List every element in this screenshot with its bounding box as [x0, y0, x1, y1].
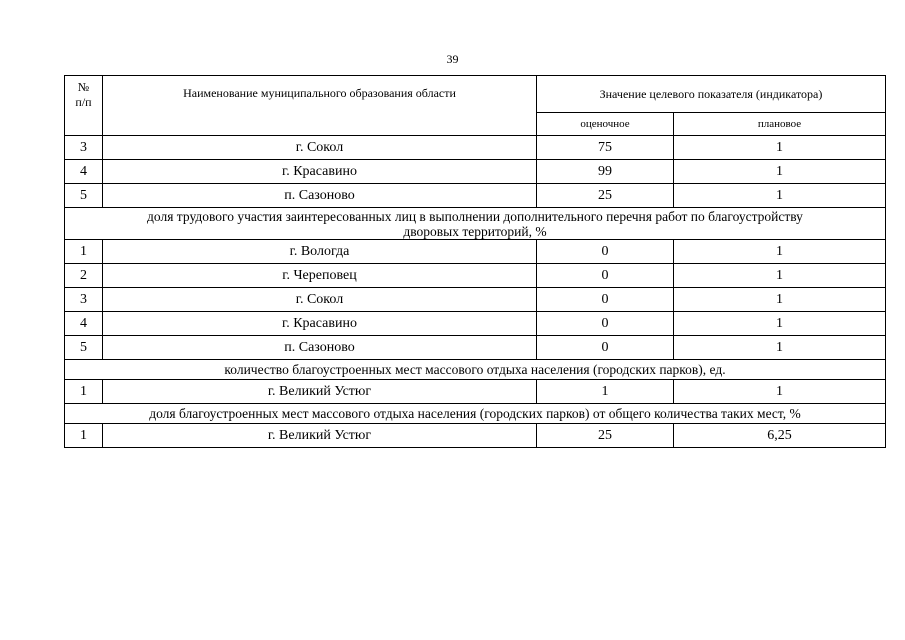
row-planned: 1 [674, 136, 886, 160]
row-municipality: г. Великий Устюг [103, 424, 537, 448]
row-estimated: 1 [537, 380, 674, 404]
row-number: 3 [65, 136, 103, 160]
table-row [65, 424, 886, 448]
row-number: 3 [65, 288, 103, 312]
row-estimated: 0 [537, 264, 674, 288]
row-number: 1 [65, 380, 103, 404]
section-row-recreation-share [65, 404, 886, 424]
header-planned: плановое [674, 113, 886, 136]
row-estimated: 0 [537, 288, 674, 312]
table-row [65, 136, 886, 160]
row-number: 5 [65, 336, 103, 360]
table-row [65, 312, 886, 336]
row-number: 1 [65, 240, 103, 264]
header-indicator-value: Значение целевого показателя (индикатора) [537, 76, 886, 113]
section-title [65, 208, 886, 240]
row-estimated: 25 [537, 184, 674, 208]
header-number-line2: п/п [75, 95, 92, 109]
row-estimated: 0 [537, 336, 674, 360]
row-municipality: г. Вологда [103, 240, 537, 264]
table-row [65, 380, 886, 404]
row-estimated: 0 [537, 240, 674, 264]
row-municipality: п. Сазоново [103, 336, 537, 360]
section-row-labor-participation [65, 208, 886, 240]
row-planned: 1 [674, 336, 886, 360]
row-number: 1 [65, 424, 103, 448]
row-estimated: 75 [537, 136, 674, 160]
row-planned: 6,25 [674, 424, 886, 448]
table-row [65, 264, 886, 288]
table-row [65, 336, 886, 360]
row-planned: 1 [674, 312, 886, 336]
table-row [65, 288, 886, 312]
row-number: 4 [65, 160, 103, 184]
row-number: 4 [65, 312, 103, 336]
row-municipality: г. Красавино [103, 312, 537, 336]
row-planned: 1 [674, 240, 886, 264]
row-estimated: 99 [537, 160, 674, 184]
table-header-row [65, 76, 886, 113]
row-municipality: п. Сазоново [103, 184, 537, 208]
header-estimated: оценочное [537, 113, 674, 136]
row-planned: 1 [674, 380, 886, 404]
row-municipality: г. Красавино [103, 160, 537, 184]
header-number [65, 76, 103, 136]
section-row-recreation-count [65, 360, 886, 380]
page-number: 39 [446, 52, 459, 66]
row-number: 5 [65, 184, 103, 208]
row-planned: 1 [674, 184, 886, 208]
row-municipality: г. Череповец [103, 264, 537, 288]
row-planned: 1 [674, 160, 886, 184]
table-row [65, 240, 886, 264]
row-planned: 1 [674, 264, 886, 288]
row-estimated: 25 [537, 424, 674, 448]
section-title-line1: доля трудового участия заинтересованных лиц в выполнении дополнительного перечня работ по благоустройству [147, 208, 803, 224]
row-planned: 1 [674, 288, 886, 312]
section-title: количество благоустроенных мест массового отдыха населения (городских парков), ед. [65, 360, 886, 380]
table-row [65, 160, 886, 184]
row-municipality: г. Сокол [103, 288, 537, 312]
row-municipality: г. Сокол [103, 136, 537, 160]
header-number-line1: № [77, 80, 90, 94]
section-title: доля благоустроенных мест массового отдыха населения (городских парков) от общего количества таких мест, % [65, 404, 886, 424]
section-title-line2: дворовых территорий, % [403, 223, 547, 239]
row-estimated: 0 [537, 312, 674, 336]
table-row [65, 184, 886, 208]
indicator-table [64, 75, 886, 448]
row-municipality: г. Великий Устюг [103, 380, 537, 404]
row-number: 2 [65, 264, 103, 288]
header-municipality: Наименование муниципального образования области [103, 76, 537, 136]
